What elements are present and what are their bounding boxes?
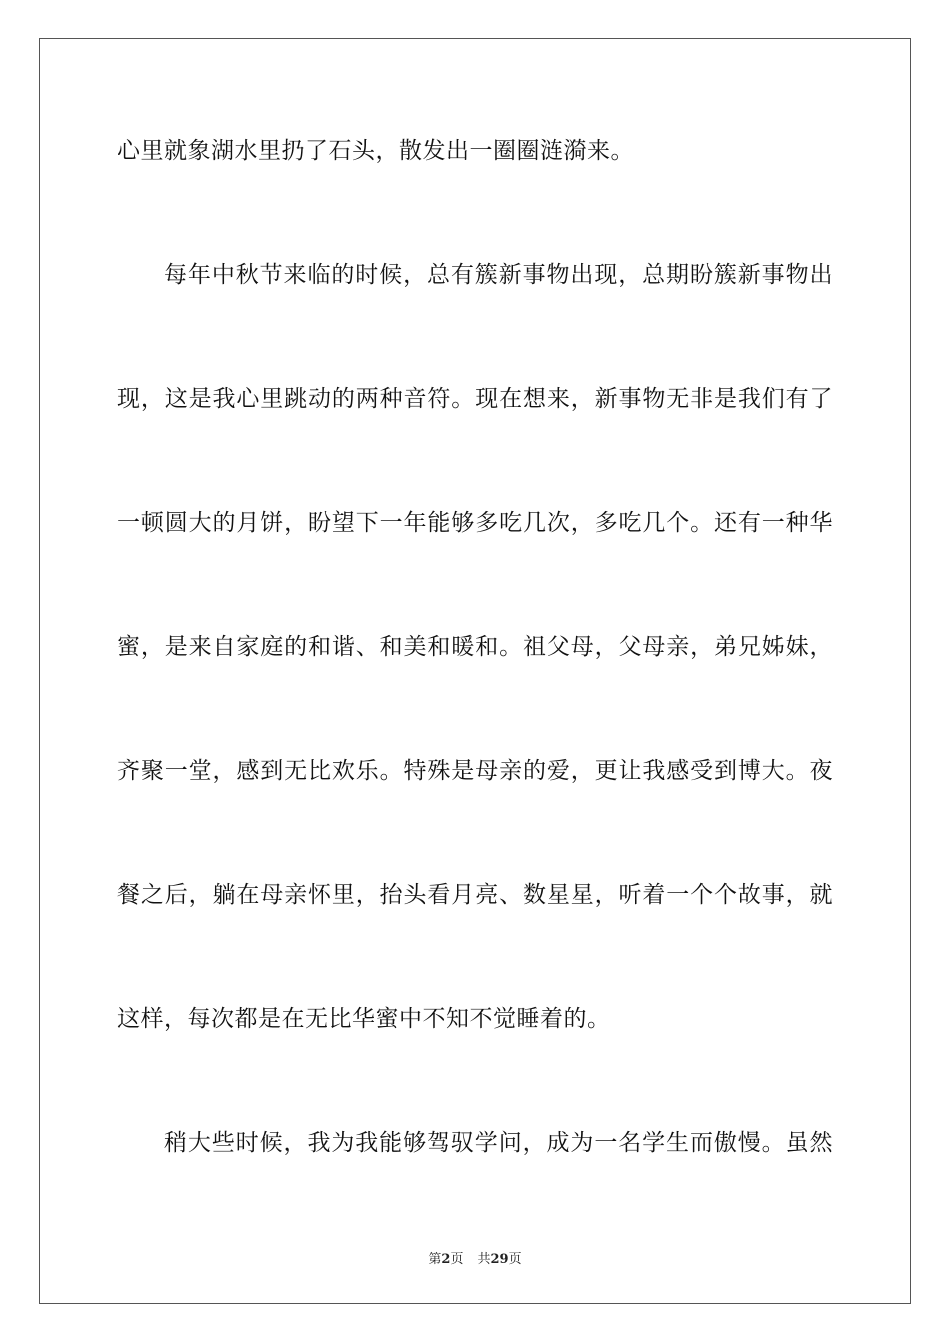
text-line-6: 齐聚一堂，感到无比欢乐。特殊是母亲的爱，更让我感受到博大。夜 [117,758,833,784]
text-line-3: 现，这是我心里跳动的两种音符。现在想来，新事物无非是我们有了 [117,386,833,412]
page-footer [0,1248,950,1267]
page-number: 2 [441,1252,451,1267]
text-line-8: 这样，每次都是在无比华蜜中不知不觉睡着的。 [117,1006,611,1032]
total-suffix: 页 [508,1252,522,1267]
page-suffix: 页 [450,1252,464,1267]
text-line-7: 餐之后，躺在母亲怀里，抬头看月亮、数星星，听着一个个故事，就 [117,882,833,908]
page-prefix: 第 [428,1252,442,1267]
page-border [39,38,911,1304]
text-line-9: 稍大些时候，我为我能够驾驭学问，成为一名学生而傲慢。虽然 [164,1130,833,1156]
text-line-5: 蜜，是来自家庭的和谐、和美和暖和。祖父母，父母亲，弟兄姊妹， [117,634,833,660]
text-line-4: 一顿圆大的月饼，盼望下一年能够多吃几次，多吃几个。还有一种华 [117,510,833,536]
text-line-2: 每年中秋节来临的时候，总有簇新事物出现，总期盼簇新事物出 [164,262,833,288]
total-pages: 29 [490,1252,509,1267]
text-line-1: 心里就象湖水里扔了石头，散发出一圈圈涟漪来。 [117,138,634,164]
total-prefix: 共 [477,1252,491,1267]
